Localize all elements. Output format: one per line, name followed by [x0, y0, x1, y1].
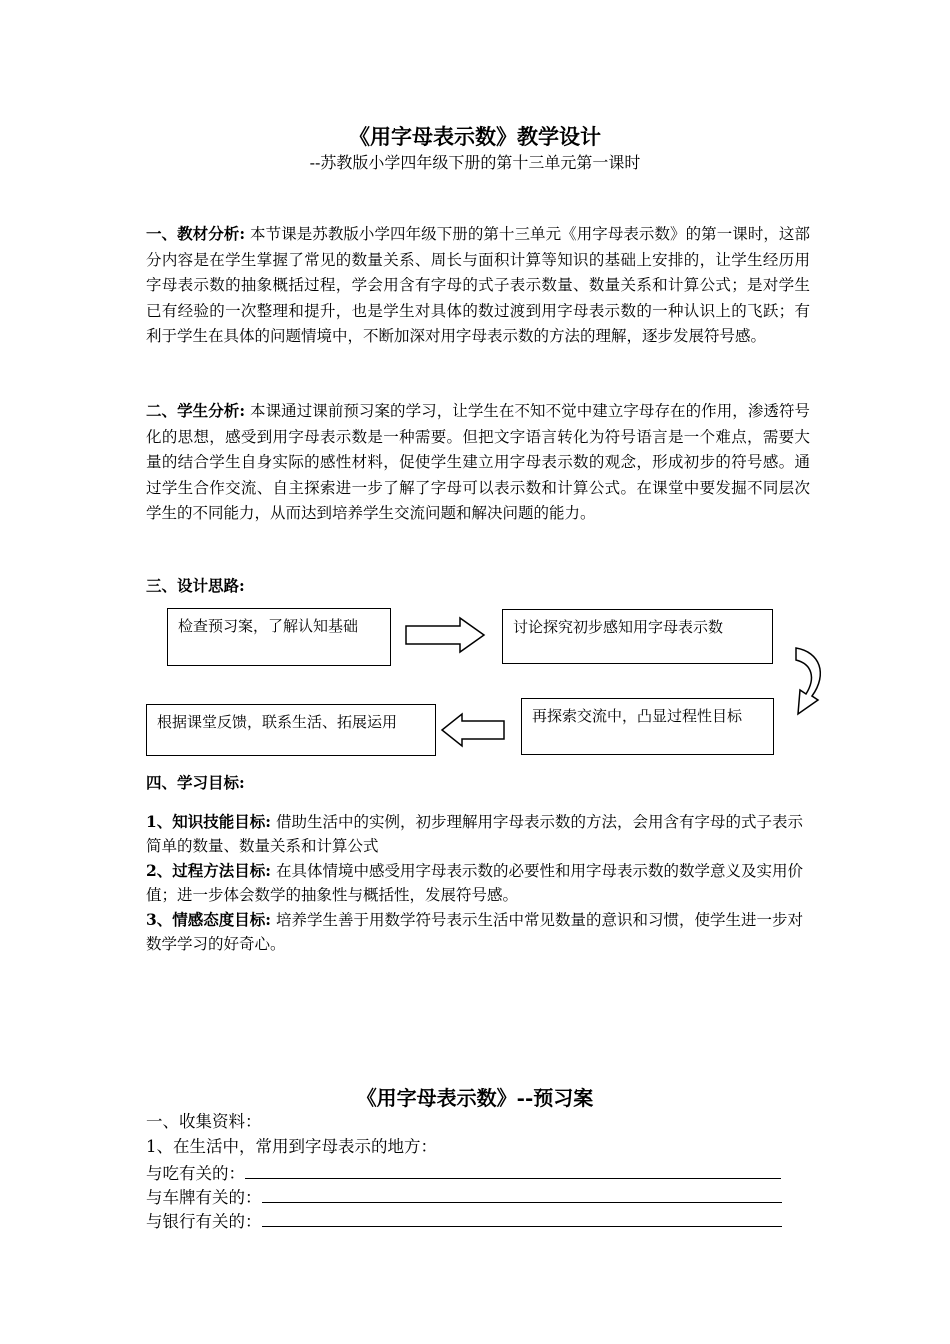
- goal-label: 3、情感态度目标:: [146, 910, 272, 929]
- section-label: 二、学生分析:: [146, 401, 246, 420]
- goal-text: 培养学生善于用数学符号表示生活中常见数量的意识和习惯，使学生进一步对数学学习的好奇心。: [146, 911, 803, 953]
- page-subtitle: --苏教版小学四年级下册的第十三单元第一课时: [309, 153, 641, 172]
- flow-step-2: 讨论探究初步感知用字母表示数: [502, 609, 773, 664]
- fill-in-row: [146, 1184, 806, 1210]
- answer-blank[interactable]: [262, 1208, 782, 1227]
- flow-step-4: 根据课堂反馈，联系生活、拓展运用: [146, 704, 436, 756]
- goal-item: [146, 810, 810, 858]
- goal-item: [146, 908, 810, 956]
- arrow-left-icon: [440, 712, 506, 748]
- page-title: 《用字母表示数》教学设计: [349, 124, 601, 149]
- arrow-right-icon: [404, 616, 486, 654]
- section-student-analysis: [146, 398, 810, 527]
- section-text: 本课通过课前预习案的学习，让学生在不知不觉中建立字母存在的作用，渗透符号化的思想，感受到用字母表示数是一种需要。但把文字语言转化为符号语言是一个难点，需要大量的结合学生自身实际的感性材料，促使学生建立用字母表示数的观念，形成初步的符号感。通过学生合作交流、自主探索进一步了解了字母可以表示数和计算公式。在课堂中要发掘不同层次学生的不同能力，从而达到培养学生交流问题和解决问题的能力。: [146, 402, 810, 522]
- goal-label: 1、知识技能目标:: [146, 812, 272, 831]
- section-textbook-analysis: [146, 221, 810, 350]
- answer-blank[interactable]: [262, 1184, 782, 1203]
- fill-in-label: 与车牌有关的：: [146, 1188, 262, 1207]
- preview-line: 1、在生活中，常用到字母表示的地方：: [146, 1137, 437, 1156]
- curved-arrow-down-icon: [790, 644, 830, 716]
- goal-label: 2、过程方法目标:: [146, 861, 272, 880]
- fill-in-row: [146, 1208, 806, 1234]
- fill-in-row: [146, 1160, 806, 1186]
- section-label: 一、教材分析:: [146, 224, 246, 243]
- goal-text: 借助生活中的实例，初步理解用字母表示数的方法，会用含有字母的式子表示简单的数量、数量关系和计算公式: [146, 813, 803, 855]
- section-design-heading: 三、设计思路:: [146, 576, 245, 595]
- section-goals-heading: 四、学习目标:: [146, 773, 245, 792]
- flow-step-1: 检查预习案，了解认知基础: [167, 608, 391, 666]
- goal-text: 在具体情境中感受用字母表示数的必要性和用字母表示数的数学意义及实用价值；进一步体会数学的抽象性与概括性，发展符号感。: [146, 862, 803, 904]
- goal-item: [146, 859, 810, 907]
- fill-in-label: 与吃有关的：: [146, 1164, 245, 1183]
- answer-blank[interactable]: [245, 1160, 781, 1179]
- fill-in-label: 与银行有关的：: [146, 1212, 262, 1231]
- section-text: 本节课是苏教版小学四年级下册的第十三单元《用字母表示数》的第一课时，这部分内容是在学生掌握了常见的数量关系、周长与面积计算等知识的基础上安排的，让学生经历用字母表示数的抽象概括过程，学会用含有字母的式子表示数量、数量关系和计算公式；是对学生已有经验的一次整理和提升，也是学生对具体的数过渡到用字母表示数的一种认识上的飞跃；有利于学生在具体的问题情境中，不断加深对用字母表示数的方法的理解，逐步发展符号感。: [146, 225, 810, 345]
- preview-line: 一、收集资料：: [146, 1112, 262, 1131]
- flow-step-3: 再探索交流中，凸显过程性目标: [521, 698, 774, 755]
- preview-title: 《用字母表示数》--预习案: [356, 1086, 594, 1110]
